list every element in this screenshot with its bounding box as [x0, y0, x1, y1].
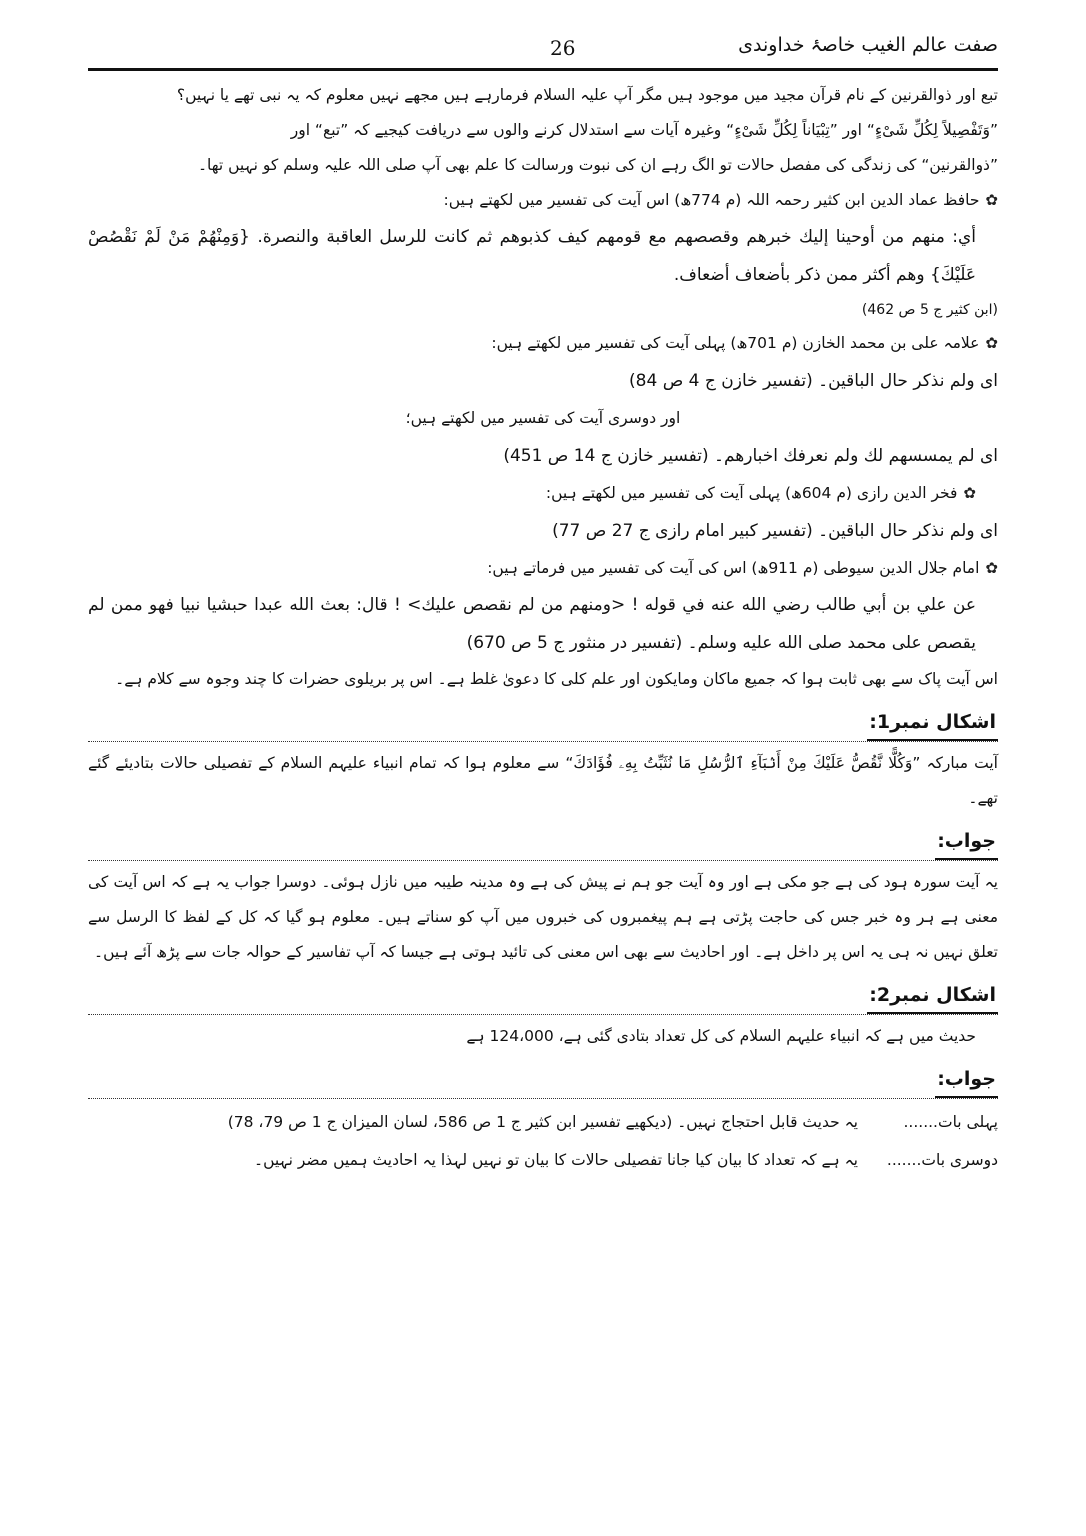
section-khazin-text: علامہ علی بن محمد الخازن (م 701ھ) پہلی آیت کی تفسیر میں لکھتے ہیں:: [491, 334, 980, 352]
reference-ibn-kathir: (ابن کثیر ج 5 ص 462): [861, 302, 998, 318]
dotted-divider: [88, 1014, 998, 1015]
arabic-quote-suyuti: عن علي بن أبي طالب رضي الله عنه في قوله ! <ومنهم من لم نقصص عليك> ! قال: بعث الله عبدا حبشيا نبيا فهو ممن لم يقصص على محمد صلى الله عليه وسلم۔ (تفسیر در منثور ج 5 ص 670): [88, 595, 976, 653]
page-content: [88, 78, 998, 1179]
point-1-label: پہلی بات.......: [903, 1113, 998, 1131]
khazin-second-ayah-note: اور دوسری آیت کی تفسیر میں لکھتے ہیں؛: [405, 409, 681, 427]
arabic-quote-khazin-1: ای ولم نذکر حال الباقین۔ (تفسیر خازن ج 4 ص 84): [629, 371, 998, 391]
objection-1: [88, 697, 998, 816]
answer-1-text: یہ آیت سورہ ہود کی ہے جو مکی ہے اور وہ آیت جو ہم نے پیش کی ہے وہ مدینہ طیبہ میں نازل ہوئی۔ دوسرا جواب یہ ہے کہ اس آیت کی معنی ہے ہر وہ خبر جس کی حاجت پڑتی ہے ہم پیغمبروں کی خبروں میں آپ کو سناتے ہیں۔ معلوم ہو گیا کہ کل کے لفظ کا الرسل سے تعلق نہیں نہ ہی یہ اس پر داخل ہے۔ اور احادیث سے بھی اس معنی کی تائید ہوتی ہے جیسا کہ آپ تفاسیر کے حوالہ جات سے پڑھ آئے ہیں۔: [88, 873, 998, 961]
arabic-quote-khazin-2: ای لم یمسسهم لك ولم نعرفك اخبارهم۔ (تفسیر خازن ج 14 ص 451): [503, 446, 998, 466]
flower-bullet-icon: ✿: [963, 484, 976, 502]
section-ibn-kathir-text: حافظ عماد الدین ابن کثیر رحمہ اللہ (م 774ھ) اس آیت کی تفسیر میں لکھتے ہیں:: [443, 191, 980, 209]
arabic-quote-razi: ای ولم نذکر حال الباقین۔ (تفسیر کبیر امام رازی ج 27 ص 77): [552, 521, 998, 541]
paragraph-1: تبع اور ذوالقرنین کے نام قرآن مجید میں موجود ہیں مگر آپ علیہ السلام فرمارہے ہیں مجھے نہیں معلوم کہ یہ نبی تھے یا نہیں؟: [176, 86, 998, 104]
point-2-text: یہ ہے کہ تعداد کا بیان کیا جانا تفصیلی حالات کا بیان تو نہیں لہذا یہ احادیث ہمیں مضر نہیں۔: [253, 1151, 858, 1169]
heading-answer-2: جواب:: [935, 1062, 998, 1098]
heading-objection-2: اشکال نمبر2:: [867, 978, 998, 1014]
objection-2: [88, 970, 998, 1054]
answer-1: [88, 816, 998, 970]
section-ibn-kathir: [88, 183, 998, 218]
flower-bullet-icon: ✿: [985, 559, 998, 577]
objection-1-text: آیت مبارکہ ”وَكُلًّا نَّقُصُّ عَلَيْكَ مِنْ أَنۢبَآءِ ٱلرُّسُلِ مَا نُثَبِّتُ بِهِۦ فُؤَادَكَ“ سے معلوم ہوا کہ تمام انبیاء علیہم السلام کے تفصیلی حالات بتادیئے گئے تھے۔: [88, 754, 998, 807]
flower-bullet-icon: ✿: [985, 334, 998, 352]
page-number: 26: [550, 36, 576, 60]
dotted-divider: [88, 1098, 998, 1099]
running-title: صفت عالم الغیب خاصۂ خداوندی: [738, 34, 998, 56]
section-khazin: [88, 326, 998, 361]
answer-2-point-2: [88, 1141, 998, 1179]
point-2-label: دوسری بات.......: [886, 1151, 998, 1169]
answer-2: [88, 1054, 998, 1179]
heading-answer-1: جواب:: [935, 824, 998, 860]
paragraph-2b: ”ذوالقرنین“ کی زندگی کی مفصل حالات تو الگ رہے ان کی نبوت ورسالت کا علم بھی آپ صلی اللہ علیہ وسلم کو نہیں تھا۔: [197, 156, 998, 174]
dotted-divider: [88, 860, 998, 861]
paragraph-conclusion: اس آیت پاک سے بھی ثابت ہوا کہ جمیع ماکان ومایکون اور علم کلی کا دعویٰ غلط ہے۔ اس پر بریلوی حضرات کا چند وجوہ سے کلام ہے۔: [115, 670, 998, 688]
paragraph-2a: ”وَتَفْصِیلاً لِکُلِّ شَیْءٍ“ اور ”تِبْیَاناً لِکُلِّ شَیْءٍ“ وغیرہ آیات سے استدلال کرنے والوں سے دریافت کیجیے کہ ”تبع“ اور: [290, 121, 998, 139]
section-suyuti-text: امام جلال الدین سیوطی (م 911ھ) اس کی آیت کی تفسیر میں فرماتے ہیں:: [487, 559, 980, 577]
header-rule: [88, 68, 998, 71]
arabic-quote-ibn-kathir: أي: منهم من أوحينا إليك خبرهم وقصصهم مع قومهم كيف كذبوهم ثم كانت للرسل العاقبة والنصرة. {وَمِنْهُمْ مَنْ لَمْ نَقْصُصْ عَلَيْكَ} وهم أكثر ممن ذكر بأضعاف أضعاف.: [88, 227, 976, 285]
dotted-divider: [88, 741, 998, 742]
section-razi-text: فخر الدین رازی (م 604ھ) پہلی آیت کی تفسیر میں لکھتے ہیں:: [545, 484, 958, 502]
section-suyuti: [88, 551, 998, 586]
section-razi: [88, 476, 998, 511]
page-header: [88, 32, 998, 64]
objection-2-text: حدیث میں ہے کہ انبیاء علیہم السلام کی کل تعداد بتادی گئی ہے، 124،000 ہے: [466, 1027, 976, 1045]
answer-2-point-1: [88, 1103, 998, 1141]
point-1-text: یہ حدیث قابل احتجاج نہیں۔ (دیکھیے تفسیر ابن کثیر ج 1 ص 586، لسان المیزان ج 1 ص 79، 78): [227, 1113, 858, 1131]
heading-objection-1: اشکال نمبر1:: [867, 705, 998, 741]
flower-bullet-icon: ✿: [985, 191, 998, 209]
